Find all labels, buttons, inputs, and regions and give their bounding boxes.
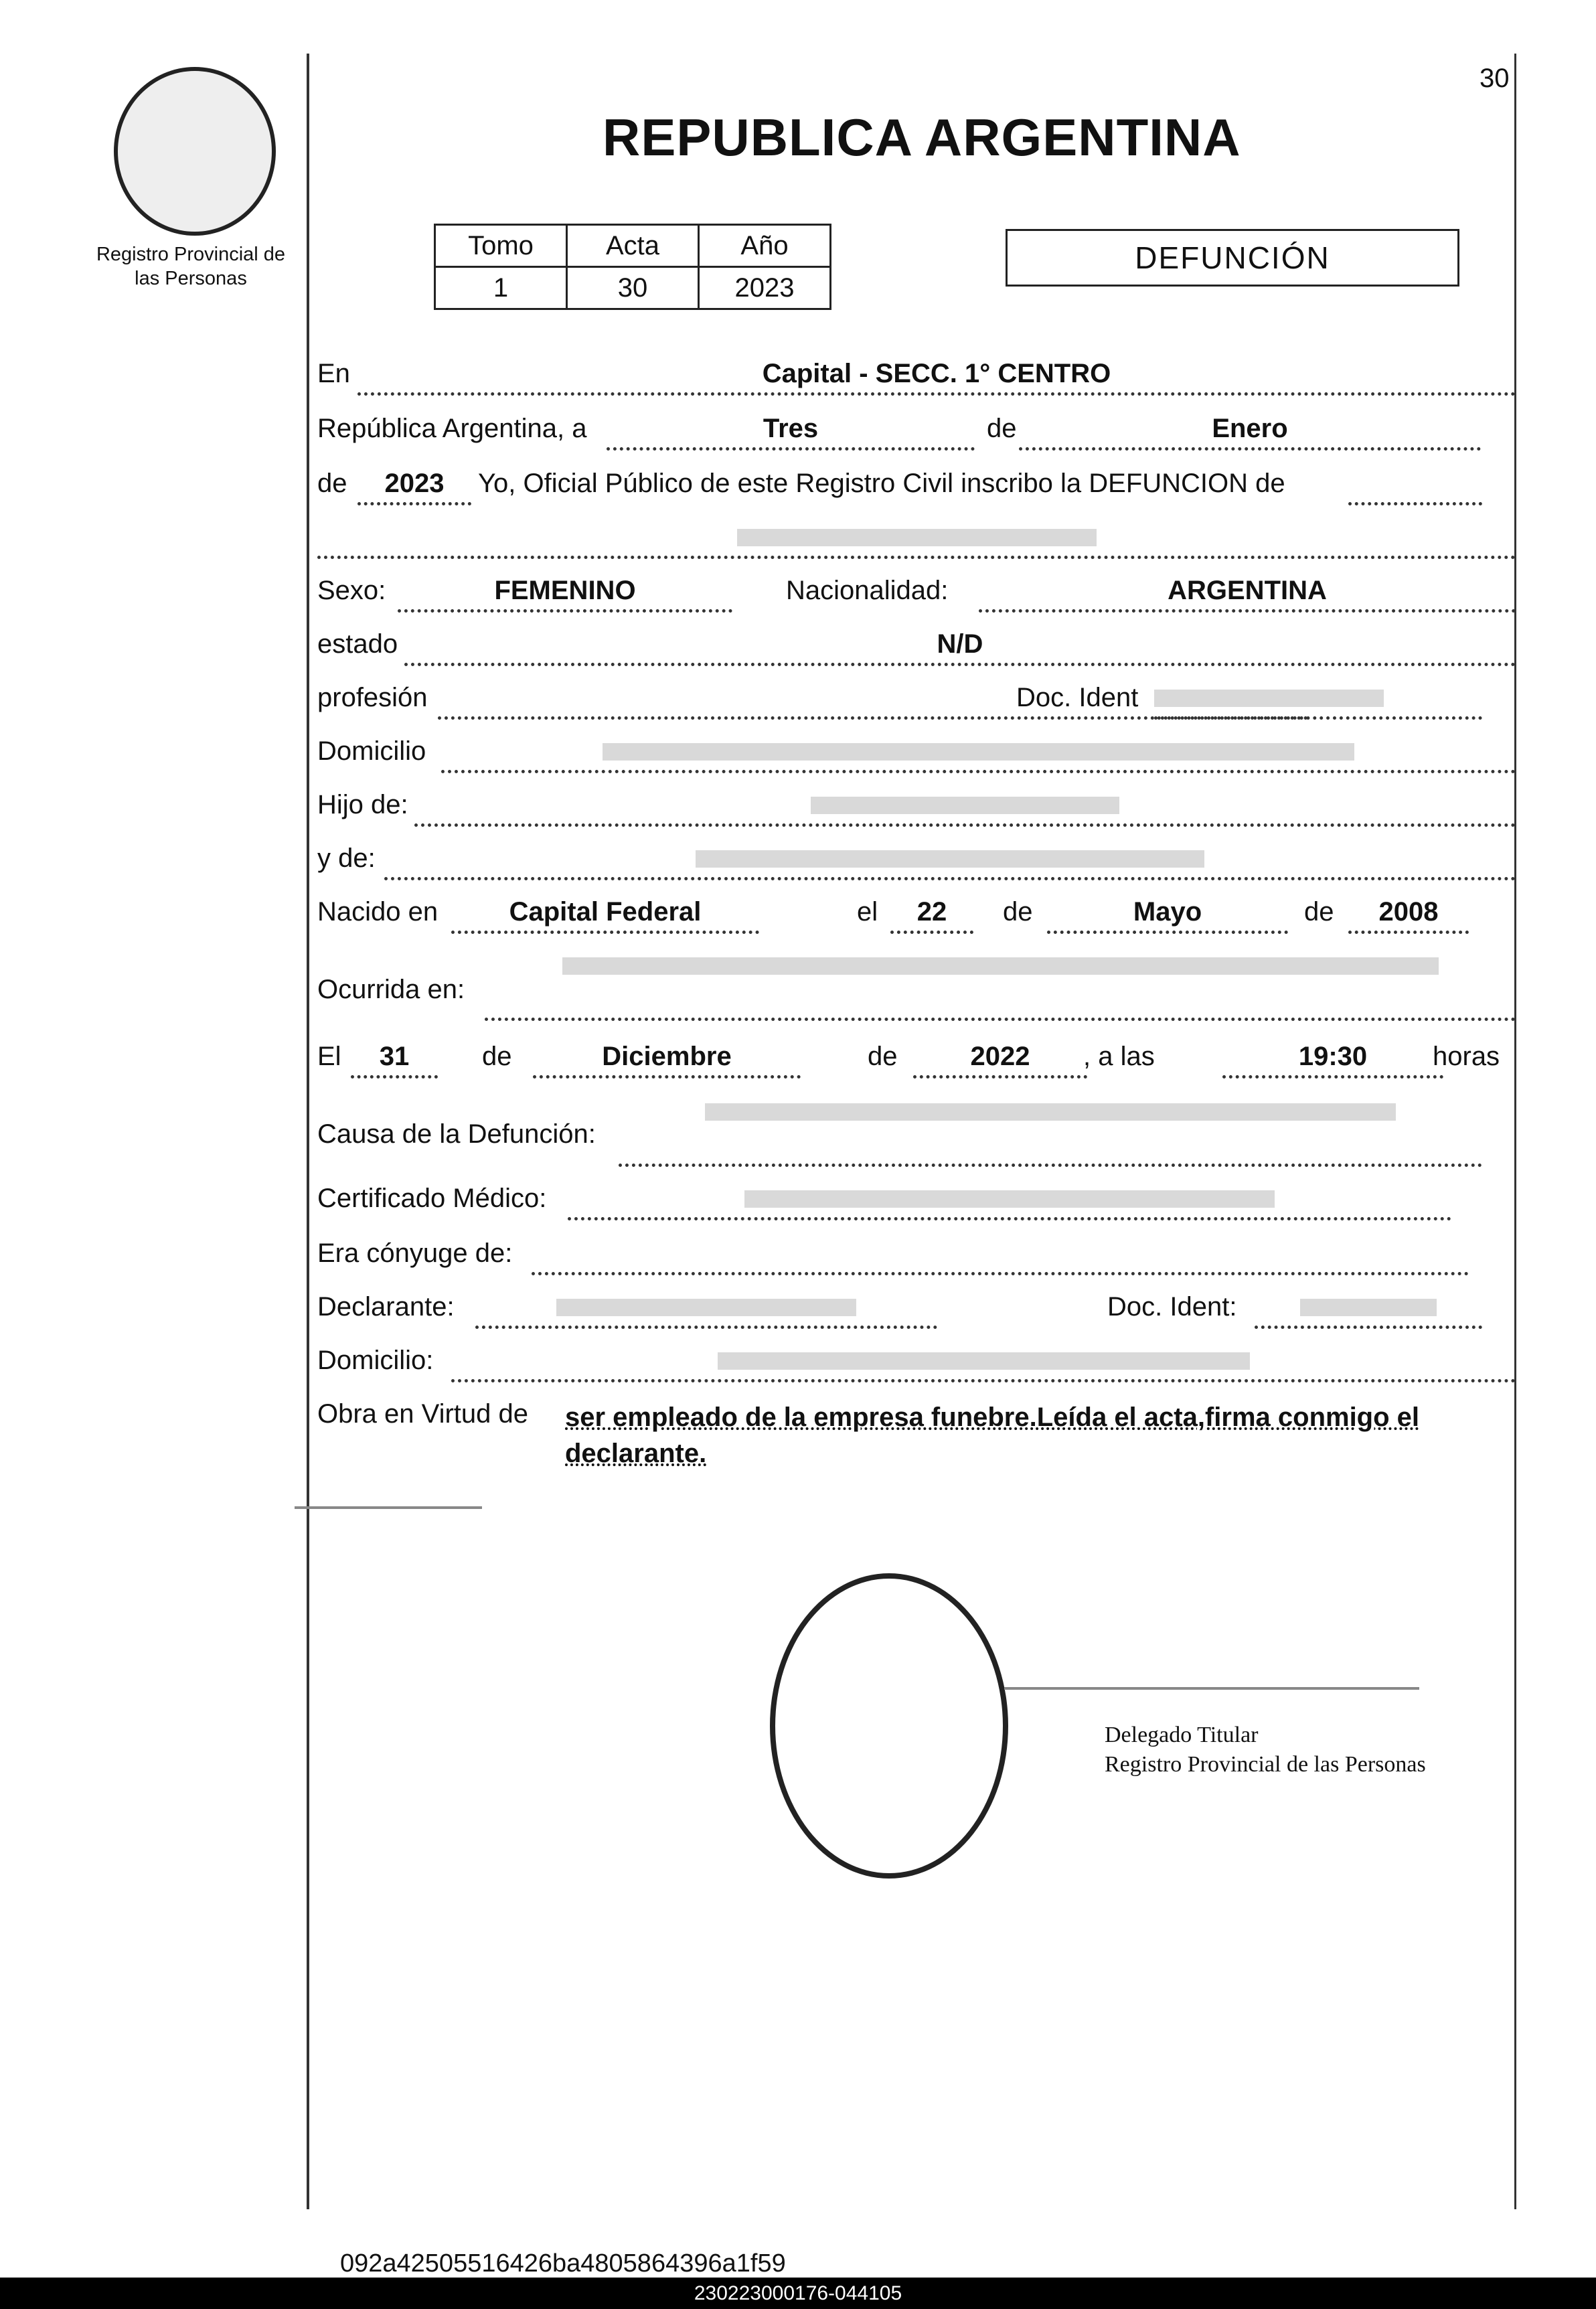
ref-header-anio: Año (699, 225, 831, 267)
document-kind: DEFUNCIÓN (1006, 229, 1459, 287)
field-mes: Enero (1019, 414, 1481, 451)
registry-label: Registro Provincial de las Personas (96, 244, 286, 289)
footer-id: 230223000176-044105 (694, 2282, 902, 2304)
province-seal-icon (114, 67, 276, 236)
field-doc-declarante-redacted (1255, 1292, 1482, 1329)
field-continuation (1348, 469, 1482, 505)
field-hora: 19:30 (1222, 1042, 1443, 1079)
field-causa-redacted (619, 1097, 1482, 1167)
row-causa: Causa de la Defunción: (317, 1097, 1516, 1170)
footer-bar (0, 2278, 1596, 2309)
signature-placeholder-right (1004, 1687, 1419, 1690)
field-obra: ser empleado de la empresa funebre.Leída el acta,firma conmigo el declarante. (565, 1403, 1420, 1468)
field-nac-dia: 22 (890, 897, 973, 934)
signature-placeholder-left (295, 1506, 482, 1509)
field-domicilio-declarante-redacted (451, 1346, 1516, 1382)
left-margin-line (307, 54, 309, 2209)
registry-stamp-icon (770, 1573, 1008, 1879)
field-nacido-en: Capital Federal (451, 897, 759, 934)
page-number: 30 (1480, 64, 1510, 93)
ref-header-acta: Acta (567, 225, 699, 267)
ref-value-acta: 30 (567, 267, 699, 309)
field-anio: 2023 (357, 469, 471, 505)
field-fall-dia: 31 (351, 1042, 438, 1079)
document-hash: 092a42505516426ba4805864396a1f59 (340, 2249, 786, 2278)
signatory-role: Delegado Titular Registro Provincial de las Personas (1105, 1723, 1426, 1777)
ref-value-anio: 2023 (699, 267, 831, 309)
field-sexo: FEMENINO (398, 576, 732, 613)
field-certificado-redacted (568, 1184, 1451, 1220)
row-obra: Obra en Virtud de ser empleado de la empresa funebre.Leída el acta,firma conmigo el declarante. (317, 1399, 1516, 1473)
field-declarante-redacted (475, 1292, 937, 1329)
field-fall-mes: Diciembre (533, 1042, 801, 1079)
field-conyuge (532, 1239, 1469, 1275)
field-fall-anio: 2022 (913, 1042, 1087, 1079)
field-padre-redacted (414, 790, 1516, 827)
field-lugar: Capital - SECC. 1° CENTRO (357, 359, 1516, 396)
field-nac-mes: Mayo (1047, 897, 1288, 934)
field-lugar-fallecimiento-redacted (485, 951, 1516, 1021)
page-title: REPUBLICA ARGENTINA (603, 108, 1241, 167)
field-domicilio-redacted (441, 736, 1516, 773)
reference-table (434, 224, 831, 310)
field-doc-redacted (1154, 683, 1482, 720)
field-nac-anio: 2008 (1348, 897, 1469, 934)
row-ocurrida: Ocurrida en: (317, 951, 1516, 1024)
field-estado: N/D (404, 629, 1516, 666)
ref-header-tomo: Tomo (435, 225, 567, 267)
field-nombre-redacted (317, 522, 1516, 559)
field-nacionalidad: ARGENTINA (979, 576, 1516, 613)
field-dia: Tres (607, 414, 975, 451)
field-madre-redacted (384, 844, 1516, 880)
ref-value-tomo: 1 (435, 267, 567, 309)
